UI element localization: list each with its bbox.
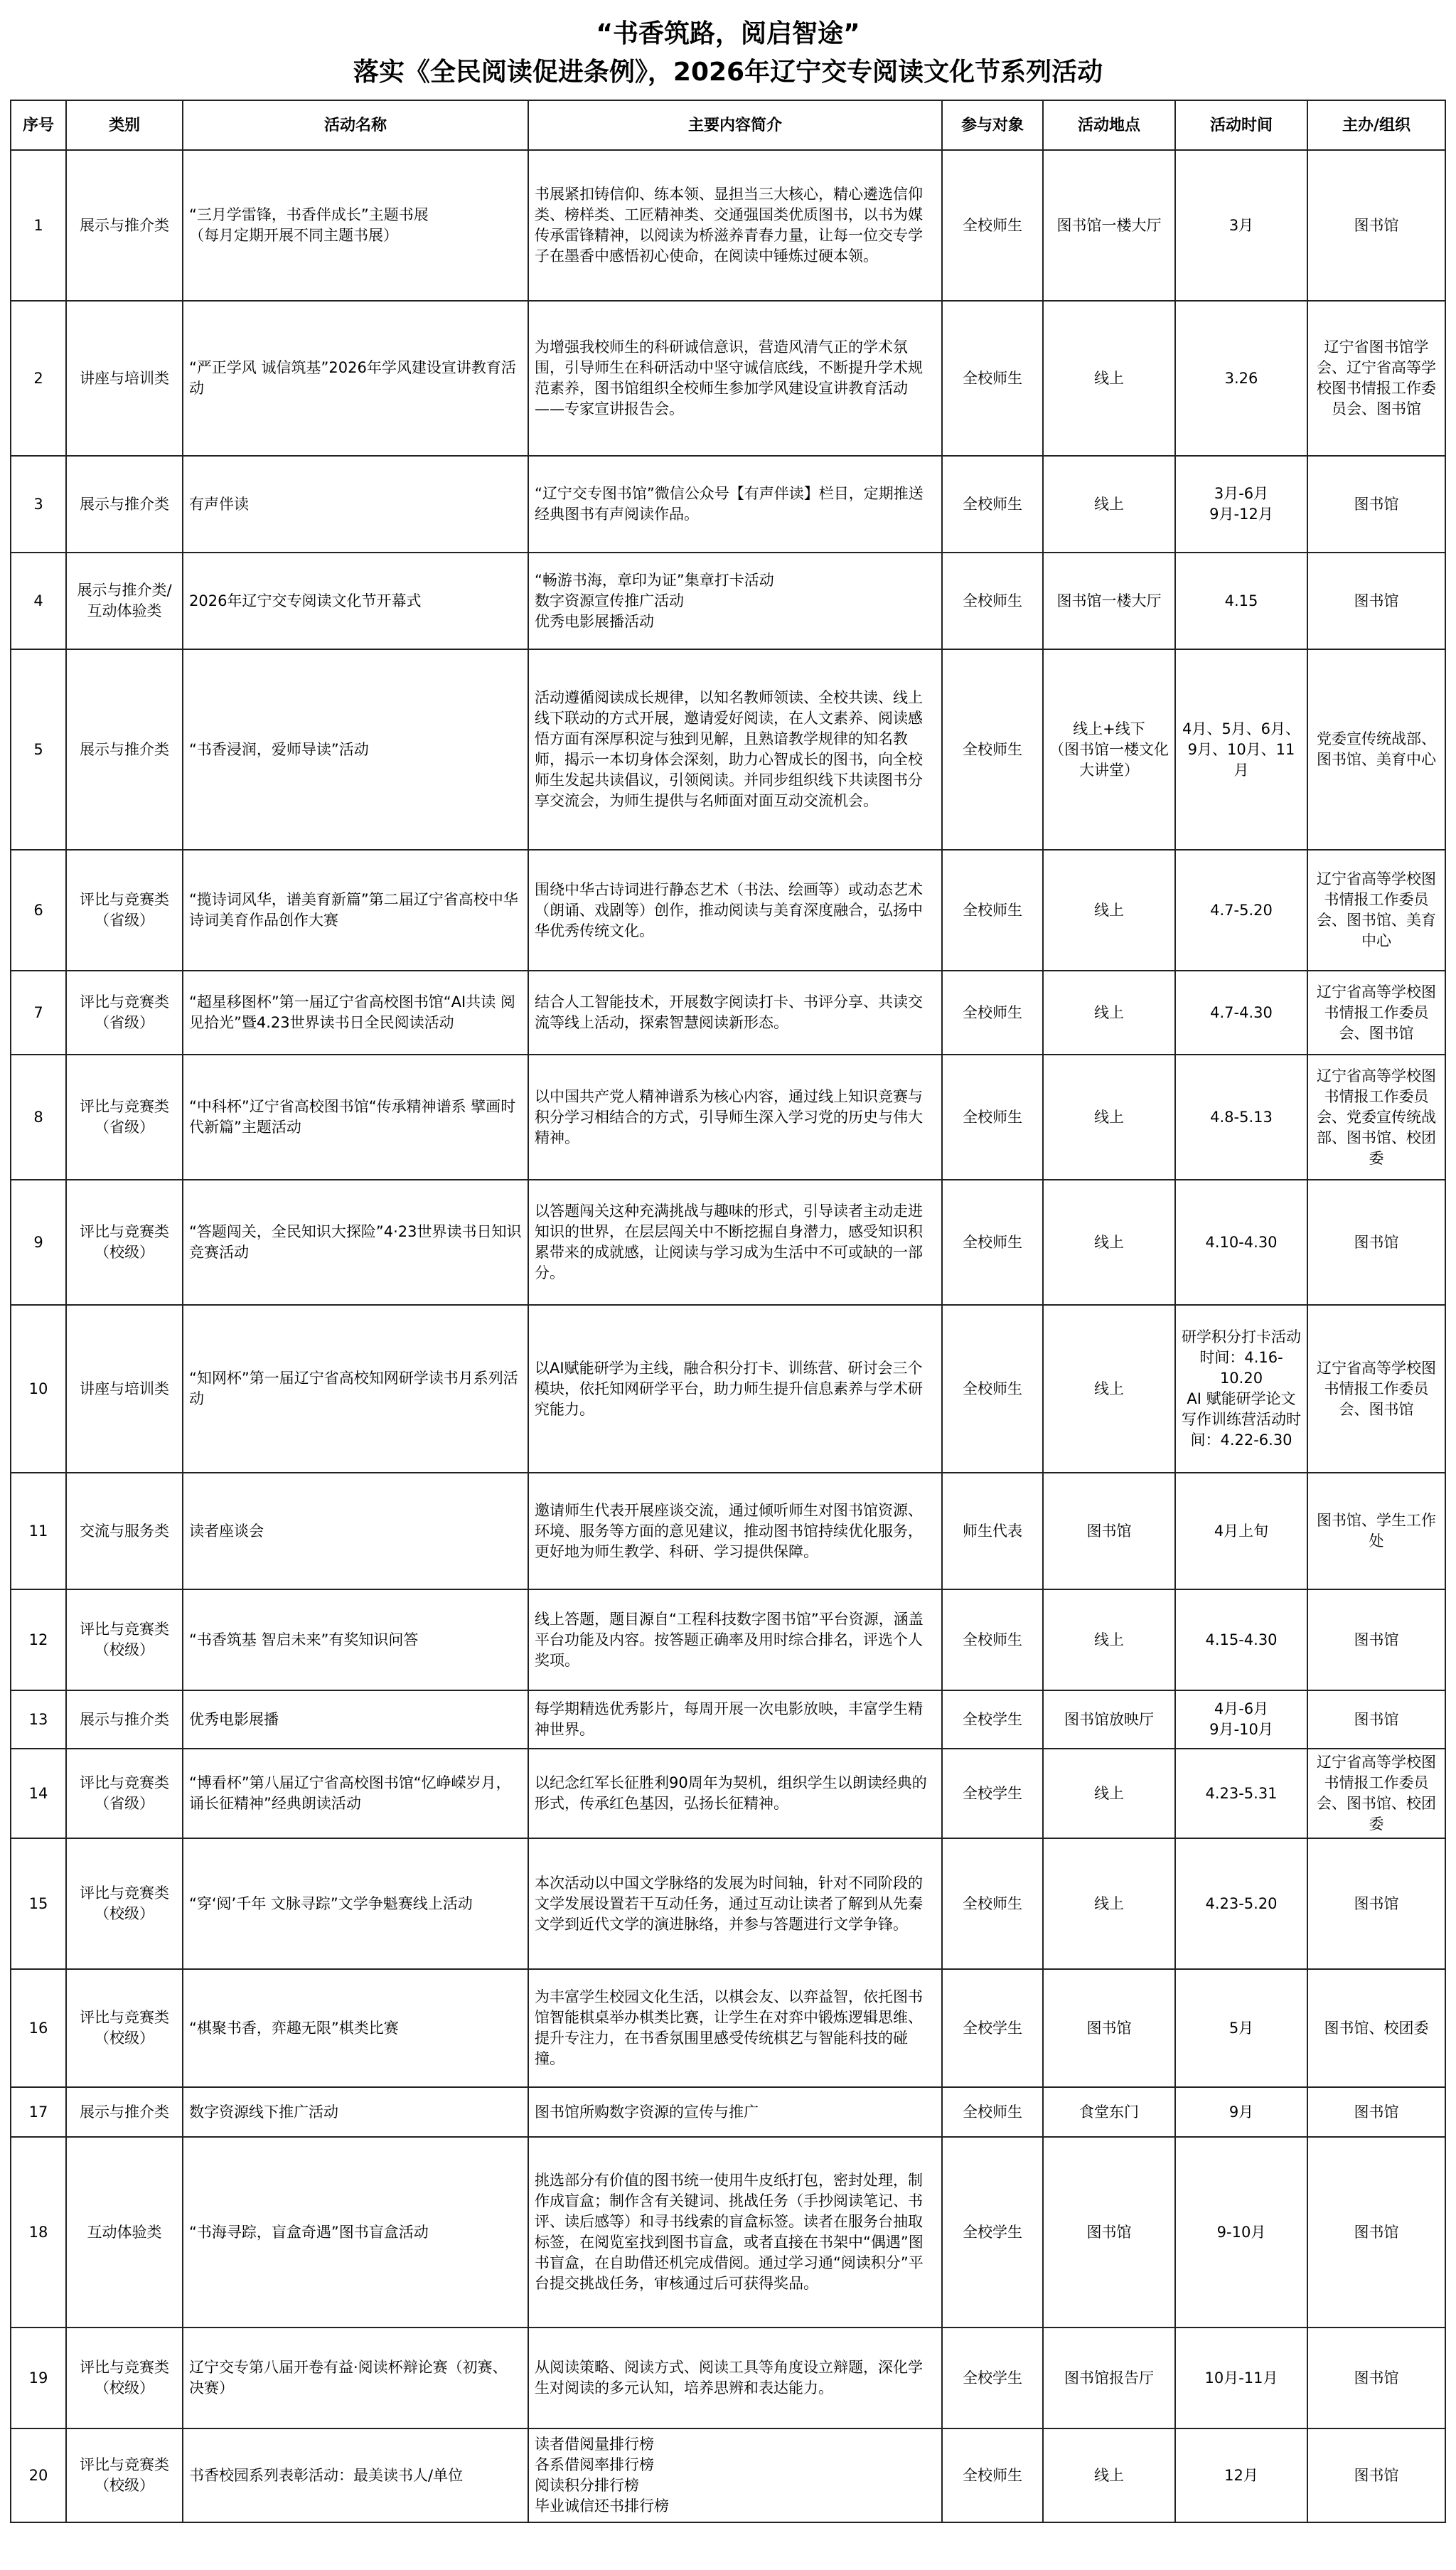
table-row	[11, 1305, 1445, 1473]
organizer-cell: 图书馆	[1307, 150, 1445, 301]
row-number: 3	[11, 456, 66, 553]
summary-cell: 每学期精选优秀影片，每周开展一次电影放映，丰富学生精神世界。	[528, 1690, 942, 1749]
organizer-cell: 图书馆、校团委	[1307, 1969, 1445, 2087]
time-cell: 4.15-4.30	[1175, 1589, 1307, 1690]
category-cell: 展示与推介类	[66, 2087, 183, 2137]
activity-name-cell: 2026年辽宁交专阅读文化节开幕式	[183, 553, 528, 649]
activity-name-cell: “中科杯”辽宁省高校图书馆“传承精神谱系 擘画时代新篇”主题活动	[183, 1055, 528, 1180]
table-row	[11, 1473, 1445, 1589]
summary-cell: 以中国共产党人精神谱系为核心内容，通过线上知识竞赛与积分学习相结合的方式，引导师生深入学习党的历史与伟大精神。	[528, 1055, 942, 1180]
header-cell: 活动名称	[183, 100, 528, 150]
category-cell: 评比与竞赛类 （省级）	[66, 1749, 183, 1838]
location-cell: 线上	[1043, 1749, 1175, 1838]
location-cell: 线上	[1043, 1838, 1175, 1969]
summary-cell: 线上答题，题目源自“工程科技数字图书馆”平台资源，涵盖平台功能及内容。按答题正确率及用时综合排名，评选个人奖项。	[528, 1589, 942, 1690]
row-number: 16	[11, 1969, 66, 2087]
category-cell: 展示与推介类	[66, 150, 183, 301]
row-number: 4	[11, 553, 66, 649]
summary-cell: “畅游书海，章印为证”集章打卡活动 数字资源宣传推广活动 优秀电影展播活动	[528, 553, 942, 649]
time-cell: 4月、5月、6月、9月、10月、11月	[1175, 649, 1307, 850]
activity-name-cell: “答题闯关，全民知识大探险”4·23世界读书日知识竞赛活动	[183, 1180, 528, 1305]
row-number: 19	[11, 2328, 66, 2428]
location-cell: 线上	[1043, 971, 1175, 1055]
row-number: 20	[11, 2428, 66, 2522]
time-cell: 4月上旬	[1175, 1473, 1307, 1589]
category-cell: 评比与竞赛类 （校级）	[66, 1969, 183, 2087]
category-cell: 评比与竞赛类 （校级）	[66, 1589, 183, 1690]
audience-cell: 全校师生	[942, 1305, 1043, 1473]
row-number: 10	[11, 1305, 66, 1473]
location-cell: 图书馆	[1043, 1473, 1175, 1589]
time-cell: 3月-6月 9月-12月	[1175, 456, 1307, 553]
activity-name-cell: 书香校园系列表彰活动：最美读书人/单位	[183, 2428, 528, 2522]
location-cell: 线上	[1043, 1589, 1175, 1690]
category-cell: 评比与竞赛类 （校级）	[66, 2328, 183, 2428]
summary-cell: 为增强我校师生的科研诚信意识，营造风清气正的学术氛围，引导师生在科研活动中坚守诚信底线，不断提升学术规范素养，图书馆组织全校师生参加学风建设宣讲教育活动——专家宣讲报告会。	[528, 301, 942, 456]
time-cell: 9月	[1175, 2087, 1307, 2137]
summary-cell: 挑选部分有价值的图书统一使用牛皮纸打包，密封处理，制作成盲盒；制作含有关键词、挑战任务（手抄阅读笔记、书评、读后感等）和寻书线索的盲盒标签。读者在服务台抽取标签，在阅览室找到图书盲盒，或者直接在书架中“偶遇”图书盲盒，在自助借还机完成借阅。通过学习通“阅读积分”平台提交挑战任务，审核通过后可获得奖品。	[528, 2137, 942, 2328]
activity-name-cell: 辽宁交专第八届开卷有益·阅读杯辩论赛（初赛、决赛）	[183, 2328, 528, 2428]
audience-cell: 全校师生	[942, 2087, 1043, 2137]
table-row	[11, 2428, 1445, 2522]
organizer-cell: 辽宁省高等学校图书情报工作委员会、图书馆、美育中心	[1307, 850, 1445, 971]
row-number: 8	[11, 1055, 66, 1180]
header-cell: 活动地点	[1043, 100, 1175, 150]
header-cell: 主要内容简介	[528, 100, 942, 150]
document-title: “书香筑路，阅启智途”	[596, 19, 860, 48]
time-cell: 3月	[1175, 150, 1307, 301]
category-cell: 展示与推介类	[66, 1690, 183, 1749]
row-number: 5	[11, 649, 66, 850]
organizer-cell: 辽宁省高等学校图书情报工作委员会、图书馆	[1307, 971, 1445, 1055]
activity-table	[10, 100, 1446, 2523]
table-row	[11, 1749, 1445, 1838]
table-row	[11, 850, 1445, 971]
organizer-cell: 图书馆	[1307, 1838, 1445, 1969]
activity-name-cell: “博看杯”第八届辽宁省高校图书馆“忆峥嵘岁月，诵长征精神”经典朗读活动	[183, 1749, 528, 1838]
audience-cell: 全校师生	[942, 850, 1043, 971]
organizer-cell: 党委宣传统战部、图书馆、美育中心	[1307, 649, 1445, 850]
category-cell: 展示与推介类	[66, 649, 183, 850]
category-cell: 评比与竞赛类 （校级）	[66, 2428, 183, 2522]
audience-cell: 全校师生	[942, 1180, 1043, 1305]
time-cell: 4月-6月 9月-10月	[1175, 1690, 1307, 1749]
organizer-cell: 图书馆	[1307, 456, 1445, 553]
summary-cell: 围绕中华古诗词进行静态艺术（书法、绘画等）或动态艺术（朗诵、戏剧等）创作，推动阅读与美育深度融合，弘扬中华优秀传统文化。	[528, 850, 942, 971]
summary-cell: 图书馆所购数字资源的宣传与推广	[528, 2087, 942, 2137]
summary-cell: 本次活动以中国文学脉络的发展为时间轴，针对不同阶段的文学发展设置若干互动任务，通过互动让读者了解到从先秦文学到近代文学的演进脉络，并参与答题进行文学争锋。	[528, 1838, 942, 1969]
table-row	[11, 150, 1445, 301]
organizer-cell: 图书馆	[1307, 2087, 1445, 2137]
header-cell: 活动时间	[1175, 100, 1307, 150]
summary-cell: 结合人工智能技术，开展数字阅读打卡、书评分享、共读交流等线上活动，探索智慧阅读新形态。	[528, 971, 942, 1055]
activity-name-cell: 优秀电影展播	[183, 1690, 528, 1749]
summary-cell: 读者借阅量排行榜 各系借阅率排行榜 阅读积分排行榜 毕业诚信还书排行榜	[528, 2428, 942, 2522]
audience-cell: 全校师生	[942, 1589, 1043, 1690]
activity-name-cell: “书香浸润，爱师导读”活动	[183, 649, 528, 850]
summary-cell: 以答题闯关这种充满挑战与趣味的形式，引导读者主动走进知识的世界，在层层闯关中不断挖掘自身潜力，感受知识积累带来的成就感，让阅读与学习成为生活中不可或缺的一部分。	[528, 1180, 942, 1305]
location-cell: 图书馆报告厅	[1043, 2328, 1175, 2428]
table-row	[11, 301, 1445, 456]
row-number: 12	[11, 1589, 66, 1690]
row-number: 15	[11, 1838, 66, 1969]
organizer-cell: 图书馆	[1307, 1690, 1445, 1749]
location-cell: 线上	[1043, 1305, 1175, 1473]
summary-cell: “辽宁交专图书馆”微信公众号【有声伴读】栏目，定期推送经典图书有声阅读作品。	[528, 456, 942, 553]
summary-cell: 书展紧扣铸信仰、练本领、显担当三大核心，精心遴选信仰类、榜样类、工匠精神类、交通强国类优质图书，以书为媒传承雷锋精神，以阅读为桥滋养青春力量，让每一位交专学子在墨香中感悟初心使命，在阅读中锤炼过硬本领。	[528, 150, 942, 301]
activity-name-cell: “知网杯”第一届辽宁省高校知网研学读书月系列活动	[183, 1305, 528, 1473]
row-number: 14	[11, 1749, 66, 1838]
organizer-cell: 图书馆	[1307, 2328, 1445, 2428]
audience-cell: 全校师生	[942, 2428, 1043, 2522]
organizer-cell: 辽宁省高等学校图书情报工作委员会、党委宣传统战部、图书馆、校团委	[1307, 1055, 1445, 1180]
activity-name-cell: “三月学雷锋，书香伴成长”主题书展 （每月定期开展不同主题书展）	[183, 150, 528, 301]
category-cell: 讲座与培训类	[66, 1305, 183, 1473]
summary-cell: 邀请师生代表开展座谈交流，通过倾听师生对图书馆资源、环境、服务等方面的意见建议，推动图书馆持续优化服务，更好地为师生教学、科研、学习提供保障。	[528, 1473, 942, 1589]
summary-cell: 从阅读策略、阅读方式、阅读工具等角度设立辩题，深化学生对阅读的多元认知，培养思辨和表达能力。	[528, 2328, 942, 2428]
table-row	[11, 1180, 1445, 1305]
activity-name-cell: “揽诗词风华，谱美育新篇”第二届辽宁省高校中华诗词美育作品创作大赛	[183, 850, 528, 971]
location-cell: 食堂东门	[1043, 2087, 1175, 2137]
table-row	[11, 1969, 1445, 2087]
table-header-row	[11, 100, 1445, 150]
header-cell: 类别	[66, 100, 183, 150]
document-header	[0, 0, 1456, 100]
table-row	[11, 2087, 1445, 2137]
category-cell: 展示与推介类/互动体验类	[66, 553, 183, 649]
audience-cell: 全校师生	[942, 649, 1043, 850]
summary-cell: 以AI赋能研学为主线，融合积分打卡、训练营、研讨会三个模块，依托知网研学平台，助力师生提升信息素养与学术研究能力。	[528, 1305, 942, 1473]
activity-name-cell: “穿‘阅’千年 文脉寻踪”文学争魁赛线上活动	[183, 1838, 528, 1969]
time-cell: 研学积分打卡活动时间：4.16-10.20 AI 赋能研学论文写作训练营活动时间：4.22-6.30	[1175, 1305, 1307, 1473]
row-number: 1	[11, 150, 66, 301]
audience-cell: 全校学生	[942, 2137, 1043, 2328]
activity-name-cell: “书香筑基 智启未来”有奖知识问答	[183, 1589, 528, 1690]
category-cell: 互动体验类	[66, 2137, 183, 2328]
audience-cell: 全校师生	[942, 971, 1043, 1055]
activity-name-cell: “棋聚书香，弈趣无限”棋类比赛	[183, 1969, 528, 2087]
category-cell: 评比与竞赛类 （省级）	[66, 1055, 183, 1180]
location-cell: 图书馆	[1043, 2137, 1175, 2328]
row-number: 6	[11, 850, 66, 971]
audience-cell: 全校学生	[942, 1749, 1043, 1838]
category-cell: 展示与推介类	[66, 456, 183, 553]
row-number: 7	[11, 971, 66, 1055]
category-cell: 评比与竞赛类 （省级）	[66, 971, 183, 1055]
category-cell: 评比与竞赛类 （校级）	[66, 1180, 183, 1305]
location-cell: 线上	[1043, 2428, 1175, 2522]
organizer-cell: 图书馆	[1307, 1180, 1445, 1305]
location-cell: 线上	[1043, 456, 1175, 553]
location-cell: 图书馆一楼大厅	[1043, 553, 1175, 649]
category-cell: 评比与竞赛类 （省级）	[66, 850, 183, 971]
location-cell: 线上	[1043, 301, 1175, 456]
category-cell: 交流与服务类	[66, 1473, 183, 1589]
location-cell: 线上	[1043, 850, 1175, 971]
organizer-cell: 图书馆、学生工作处	[1307, 1473, 1445, 1589]
header-cell: 主办/组织	[1307, 100, 1445, 150]
time-cell: 4.23-5.20	[1175, 1838, 1307, 1969]
time-cell: 4.10-4.30	[1175, 1180, 1307, 1305]
summary-cell: 为丰富学生校园文化生活，以棋会友、以弈益智，依托图书馆智能棋桌举办棋类比赛，让学生在对弈中锻炼逻辑思维、提升专注力，在书香氛围里感受传统棋艺与智能科技的碰撞。	[528, 1969, 942, 2087]
table-row	[11, 1589, 1445, 1690]
time-cell: 4.7-5.20	[1175, 850, 1307, 971]
organizer-cell: 图书馆	[1307, 2428, 1445, 2522]
organizer-cell: 图书馆	[1307, 553, 1445, 649]
summary-cell: 活动遵循阅读成长规律，以知名教师领读、全校共读、线上线下联动的方式开展，邀请爱好阅读，在人文素养、阅读感悟方面有深厚积淀与独到见解，且熟谙教学规律的知名教师，揭示一本切身体会深刻，助力心智成长的图书，向全校师生发起共读倡议，引领阅读。并同步组织线下共读图书分享交流会，为师生提供与名师面对面互动交流机会。	[528, 649, 942, 850]
row-number: 2	[11, 301, 66, 456]
table-row	[11, 553, 1445, 649]
location-cell: 图书馆放映厅	[1043, 1690, 1175, 1749]
organizer-cell: 辽宁省高等学校图书情报工作委员会、图书馆	[1307, 1305, 1445, 1473]
location-cell: 图书馆一楼大厅	[1043, 150, 1175, 301]
time-cell: 12月	[1175, 2428, 1307, 2522]
audience-cell: 师生代表	[942, 1473, 1043, 1589]
audience-cell: 全校学生	[942, 1969, 1043, 2087]
document-subtitle: 落实《全民阅读促进条例》，2026年辽宁交专阅读文化节系列活动	[353, 58, 1103, 87]
time-cell: 5月	[1175, 1969, 1307, 2087]
time-cell: 3.26	[1175, 301, 1307, 456]
activity-name-cell: “书海寻踪，盲盒奇遇”图书盲盒活动	[183, 2137, 528, 2328]
table-row	[11, 1690, 1445, 1749]
activity-name-cell: 读者座谈会	[183, 1473, 528, 1589]
table-row	[11, 2328, 1445, 2428]
time-cell: 4.23-5.31	[1175, 1749, 1307, 1838]
category-cell: 讲座与培训类	[66, 301, 183, 456]
row-number: 13	[11, 1690, 66, 1749]
audience-cell: 全校学生	[942, 1690, 1043, 1749]
header-cell: 序号	[11, 100, 66, 150]
activity-name-cell: 数字资源线下推广活动	[183, 2087, 528, 2137]
organizer-cell: 辽宁省图书馆学会、辽宁省高等学校图书情报工作委员会、图书馆	[1307, 301, 1445, 456]
audience-cell: 全校师生	[942, 553, 1043, 649]
table-row	[11, 1055, 1445, 1180]
audience-cell: 全校师生	[942, 301, 1043, 456]
time-cell: 4.7-4.30	[1175, 971, 1307, 1055]
audience-cell: 全校师生	[942, 1055, 1043, 1180]
summary-cell: 以纪念红军长征胜利90周年为契机，组织学生以朗读经典的形式，传承红色基因，弘扬长征精神。	[528, 1749, 942, 1838]
table-row	[11, 456, 1445, 553]
table-row	[11, 1838, 1445, 1969]
activity-name-cell: 有声伴读	[183, 456, 528, 553]
audience-cell: 全校学生	[942, 2328, 1043, 2428]
row-number: 9	[11, 1180, 66, 1305]
row-number: 17	[11, 2087, 66, 2137]
row-number: 18	[11, 2137, 66, 2328]
audience-cell: 全校师生	[942, 150, 1043, 301]
audience-cell: 全校师生	[942, 456, 1043, 553]
activity-name-cell: “严正学风 诚信筑基”2026年学风建设宣讲教育活动	[183, 301, 528, 456]
table-row	[11, 649, 1445, 850]
organizer-cell: 图书馆	[1307, 1589, 1445, 1690]
header-cell: 参与对象	[942, 100, 1043, 150]
activity-name-cell: “超星移图杯”第一届辽宁省高校图书馆“AI共读 阅见拾光”暨4.23世界读书日全民阅读活动	[183, 971, 528, 1055]
table-row	[11, 2137, 1445, 2328]
location-cell: 图书馆	[1043, 1969, 1175, 2087]
time-cell: 4.8-5.13	[1175, 1055, 1307, 1180]
time-cell: 4.15	[1175, 553, 1307, 649]
location-cell: 线上	[1043, 1180, 1175, 1305]
table-row	[11, 971, 1445, 1055]
time-cell: 10月-11月	[1175, 2328, 1307, 2428]
location-cell: 线上+线下 （图书馆一楼文化大讲堂）	[1043, 649, 1175, 850]
row-number: 11	[11, 1473, 66, 1589]
time-cell: 9-10月	[1175, 2137, 1307, 2328]
organizer-cell: 图书馆	[1307, 2137, 1445, 2328]
category-cell: 评比与竞赛类 （校级）	[66, 1838, 183, 1969]
organizer-cell: 辽宁省高等学校图书情报工作委员会、图书馆、校团委	[1307, 1749, 1445, 1838]
location-cell: 线上	[1043, 1055, 1175, 1180]
audience-cell: 全校师生	[942, 1838, 1043, 1969]
